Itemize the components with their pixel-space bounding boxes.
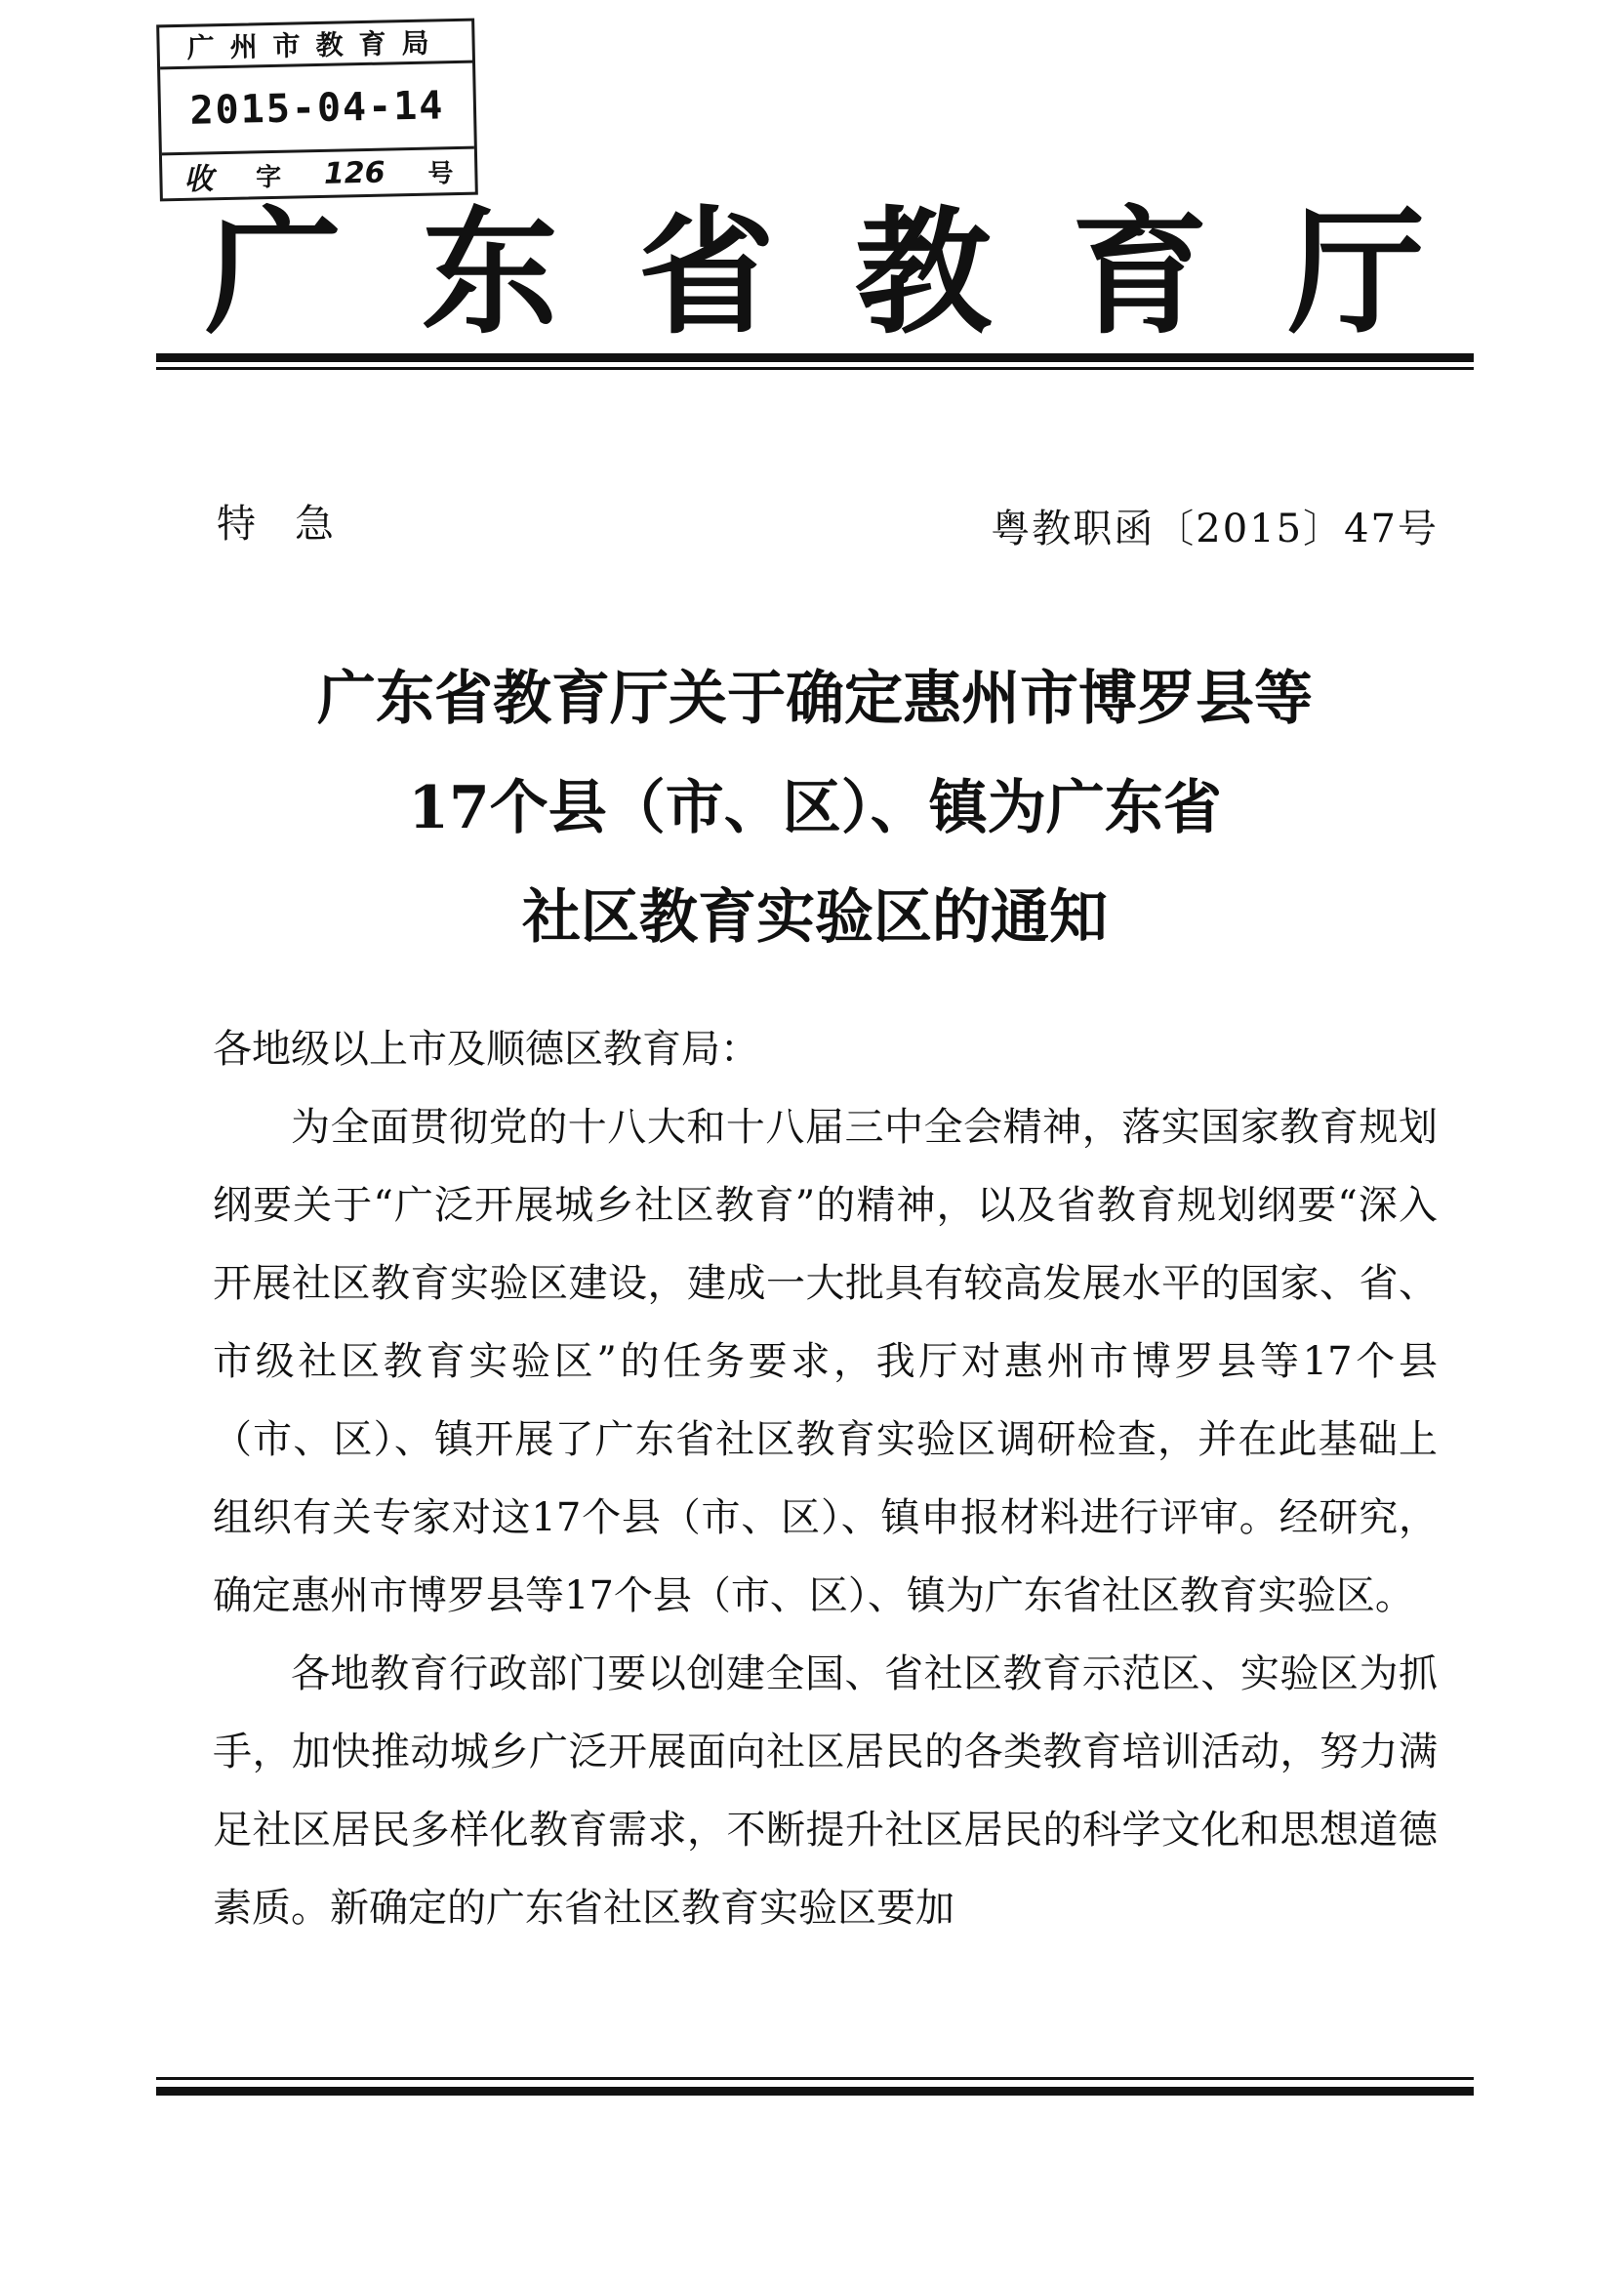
document-number: 粤教职函〔2015〕47号 — [991, 507, 1439, 551]
masthead-char: 育 — [1071, 193, 1208, 353]
masthead — [205, 193, 1425, 353]
stamp-number-prefix: 收 — [183, 162, 214, 197]
urgency-label: 特急 — [217, 502, 373, 547]
masthead-char: 省 — [637, 193, 775, 353]
masthead-char: 广 — [205, 193, 343, 353]
title-line: 17个县（市、区）、镇为广东省 — [408, 774, 1222, 842]
stamp-date: 2015-04-14 — [189, 82, 445, 134]
stamp-org: 广州市教育局 — [159, 21, 472, 70]
masthead-char: 东 — [421, 193, 558, 353]
masthead-rule-thin — [156, 367, 1474, 370]
masthead-rule-thick — [156, 353, 1474, 362]
footer-rule-thin — [156, 2077, 1474, 2080]
stamp-number-value: 126 — [323, 155, 386, 191]
stamp-number-mid: 字 — [255, 162, 282, 192]
document-title — [156, 644, 1474, 972]
title-line: 社区教育实验区的通知 — [522, 883, 1108, 952]
document-body — [213, 1010, 1438, 1947]
footer-rule-thick — [156, 2087, 1474, 2096]
body-paragraph: 各地教育行政部门要以创建全国、省社区教育示范区、实验区为抓手，加快推动城乡广泛开展面向社区居民的各类教育培训活动，努力满足社区居民多样化教育需求，不断提升社区居民的科学文化和思想道德素质。新确定的广东省社区教育实验区要加 — [213, 1651, 1438, 1931]
masthead-char: 厅 — [1287, 193, 1425, 353]
body-paragraph: 为全面贯彻党的十八大和十八届三中全会精神，落实国家教育规划纲要关于“广泛开展城乡社区教育”的精神，以及省教育规划纲要“深入开展社区教育实验区建设，建成一大批具有较高发展水平的国家、省、市级社区教育实验区”的任务要求，我厅对惠州市博罗县等17个县（市、区）、镇开展了广东省社区教育实验区调研检查，并在此基础上组织有关专家对这17个县（市、区）、镇申报材料进行评审。经研究，确定惠州市博罗县等17个县（市、区）、镇为广东省社区教育实验区。 — [213, 1105, 1438, 1618]
addressee: 各地级以上市及顺德区教育局： — [213, 1027, 759, 1072]
title-line: 广东省教育厅关于确定惠州市博罗县等 — [317, 665, 1313, 733]
receipt-stamp — [156, 19, 478, 202]
masthead-char: 教 — [854, 193, 992, 353]
stamp-number-suffix: 号 — [427, 158, 454, 189]
stamp-number-row — [162, 146, 475, 199]
